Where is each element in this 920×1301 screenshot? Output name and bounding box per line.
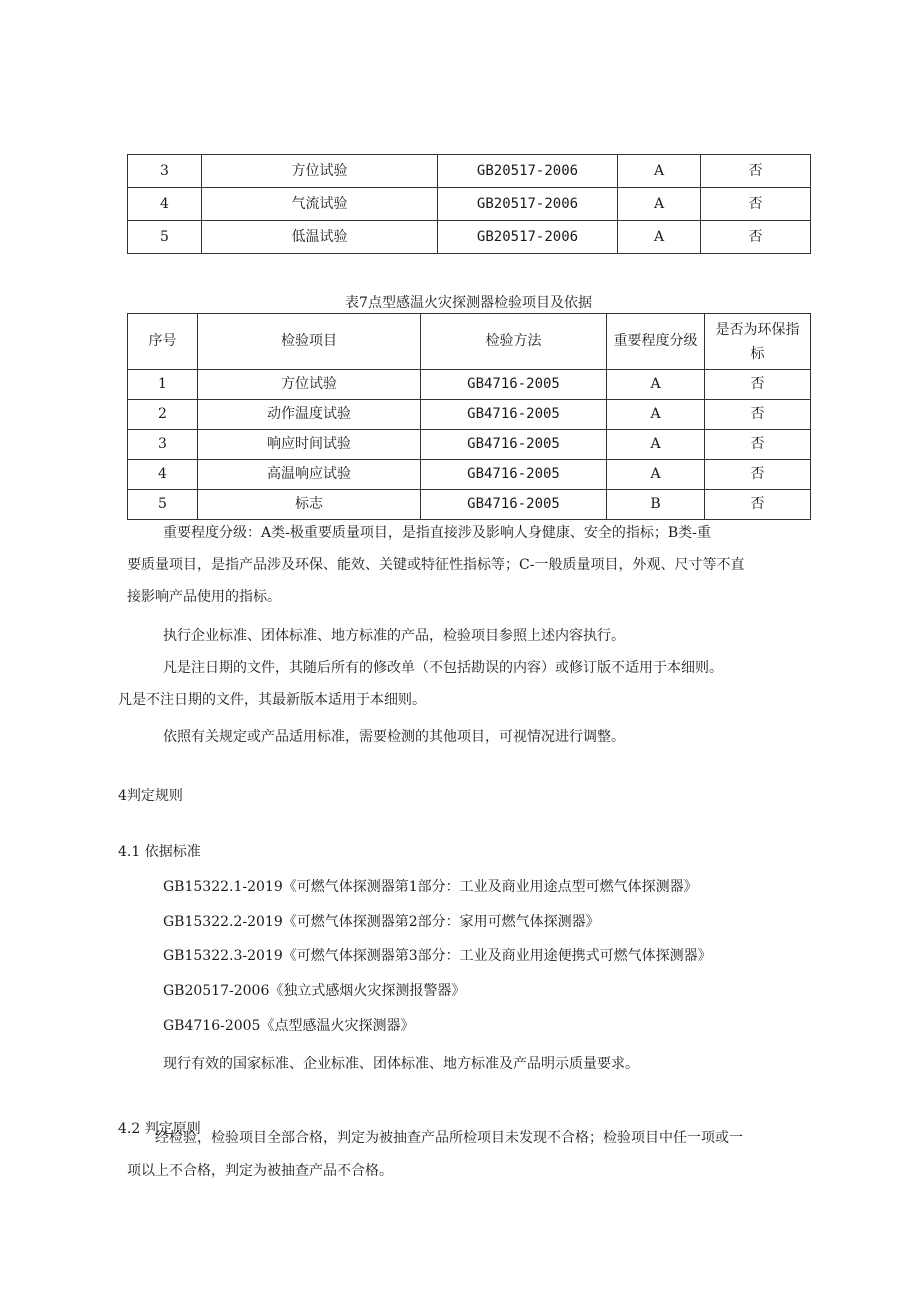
cell-no: 4 <box>128 188 202 221</box>
cell-item: 气流试验 <box>202 188 438 221</box>
standard-item: GB20517-2006《独立式感烟火灾探测报警器》 <box>163 983 466 999</box>
cell-method: GB4716-2005 <box>421 490 607 520</box>
grade-note-line1: 重要程度分级：A类-极重要质量项目，是指直接涉及影响人身健康、安全的指标；B类-重 <box>163 525 711 541</box>
cell-grade: A <box>607 430 705 460</box>
exec-note: 执行企业标准、团体标准、地方标准的产品，检验项目参照上述内容执行。 <box>163 628 625 644</box>
cell-item: 高温响应试验 <box>198 460 421 490</box>
header-grade: 重要程度分级 <box>607 314 705 370</box>
cell-env: 否 <box>705 430 811 460</box>
cell-item: 方位试验 <box>202 155 438 188</box>
table-row <box>128 490 811 520</box>
cell-no: 3 <box>128 430 198 460</box>
header-no: 序号 <box>128 314 198 370</box>
adjust-note: 依照有关规定或产品适用标准，需要检测的其他项目，可视情况进行调整。 <box>163 729 625 745</box>
cell-item: 动作温度试验 <box>198 400 421 430</box>
cell-method: GB20517-2006 <box>438 221 618 254</box>
cell-env: 否 <box>701 188 811 221</box>
cell-method: GB4716-2005 <box>421 430 607 460</box>
standard-item: GB15322.1-2019《可燃气体探测器第1部分：工业及商业用途点型可燃气体探测器》 <box>163 879 698 895</box>
table-row <box>128 155 811 188</box>
cell-grade: B <box>607 490 705 520</box>
cell-method: GB20517-2006 <box>438 188 618 221</box>
dated-note-line1: 凡是注日期的文件，其随后所有的修改单（不包括勘误的内容）或修订版不适用于本细则。 <box>163 660 723 676</box>
standard-item: GB15322.2-2019《可燃气体探测器第2部分：家用可燃气体探测器》 <box>163 914 600 930</box>
cell-env: 否 <box>705 460 811 490</box>
section4-title: 4判定规则 <box>118 788 183 804</box>
grade-note-line2: 要质量项目，是指产品涉及环保、能效、关键或特征性指标等；C-一般质量项目，外观、尺寸等不直 <box>127 557 745 573</box>
header-item: 检验项目 <box>198 314 421 370</box>
table-row <box>128 430 811 460</box>
table-header-row <box>128 314 811 370</box>
header-env-line1: 是否为环保指 <box>715 321 800 338</box>
cell-grade: A <box>607 460 705 490</box>
current-standards-note: 现行有效的国家标准、企业标准、团体标准、地方标准及产品明示质量要求。 <box>163 1056 639 1072</box>
cell-method: GB4716-2005 <box>421 460 607 490</box>
continued-table <box>127 154 811 254</box>
cell-grade: A <box>618 188 701 221</box>
cell-grade: A <box>618 155 701 188</box>
cell-item: 标志 <box>198 490 421 520</box>
cell-no: 4 <box>128 460 198 490</box>
table-row <box>128 221 811 254</box>
header-method: 检验方法 <box>421 314 607 370</box>
cell-item: 低温试验 <box>202 221 438 254</box>
cell-method: GB20517-2006 <box>438 155 618 188</box>
table7-caption: 表7点型感温火灾探测器检验项目及依据 <box>345 295 592 311</box>
header-env <box>705 314 811 370</box>
section42-title: 4.2 判定原则 <box>118 1121 201 1137</box>
table-row <box>128 400 811 430</box>
table-row <box>128 370 811 400</box>
cell-no: 1 <box>128 370 198 400</box>
table7 <box>127 313 811 520</box>
cell-item: 方位试验 <box>198 370 421 400</box>
cell-no: 5 <box>128 221 202 254</box>
cell-grade: A <box>607 370 705 400</box>
cell-env: 否 <box>705 400 811 430</box>
cell-env: 否 <box>701 221 811 254</box>
cell-no: 3 <box>128 155 202 188</box>
cell-no: 5 <box>128 490 198 520</box>
cell-grade: A <box>607 400 705 430</box>
cell-env: 否 <box>701 155 811 188</box>
principle-line1: 经检验，检验项目全部合格，判定为被抽查产品所检项目未发现不合格；检验项目中任一项或一 <box>155 1130 743 1146</box>
cell-env: 否 <box>705 490 811 520</box>
principle-line2: 项以上不合格，判定为被抽查产品不合格。 <box>127 1163 393 1179</box>
cell-no: 2 <box>128 400 198 430</box>
section41-title: 4.1 依据标准 <box>118 844 201 860</box>
standard-item: GB4716-2005《点型感温火灾探测器》 <box>163 1018 415 1034</box>
cell-method: GB4716-2005 <box>421 370 607 400</box>
standard-item: GB15322.3-2019《可燃气体探测器第3部分：工业及商业用途便携式可燃气体探测器》 <box>163 948 712 964</box>
dated-note-line2: 凡是不注日期的文件，其最新版本适用于本细则。 <box>118 692 426 708</box>
header-env-line2: 标 <box>750 345 765 362</box>
cell-item: 响应时间试验 <box>198 430 421 460</box>
table-row <box>128 460 811 490</box>
cell-method: GB4716-2005 <box>421 400 607 430</box>
table-row <box>128 188 811 221</box>
grade-note-line3: 接影响产品使用的指标。 <box>127 589 281 605</box>
cell-env: 否 <box>705 370 811 400</box>
cell-grade: A <box>618 221 701 254</box>
